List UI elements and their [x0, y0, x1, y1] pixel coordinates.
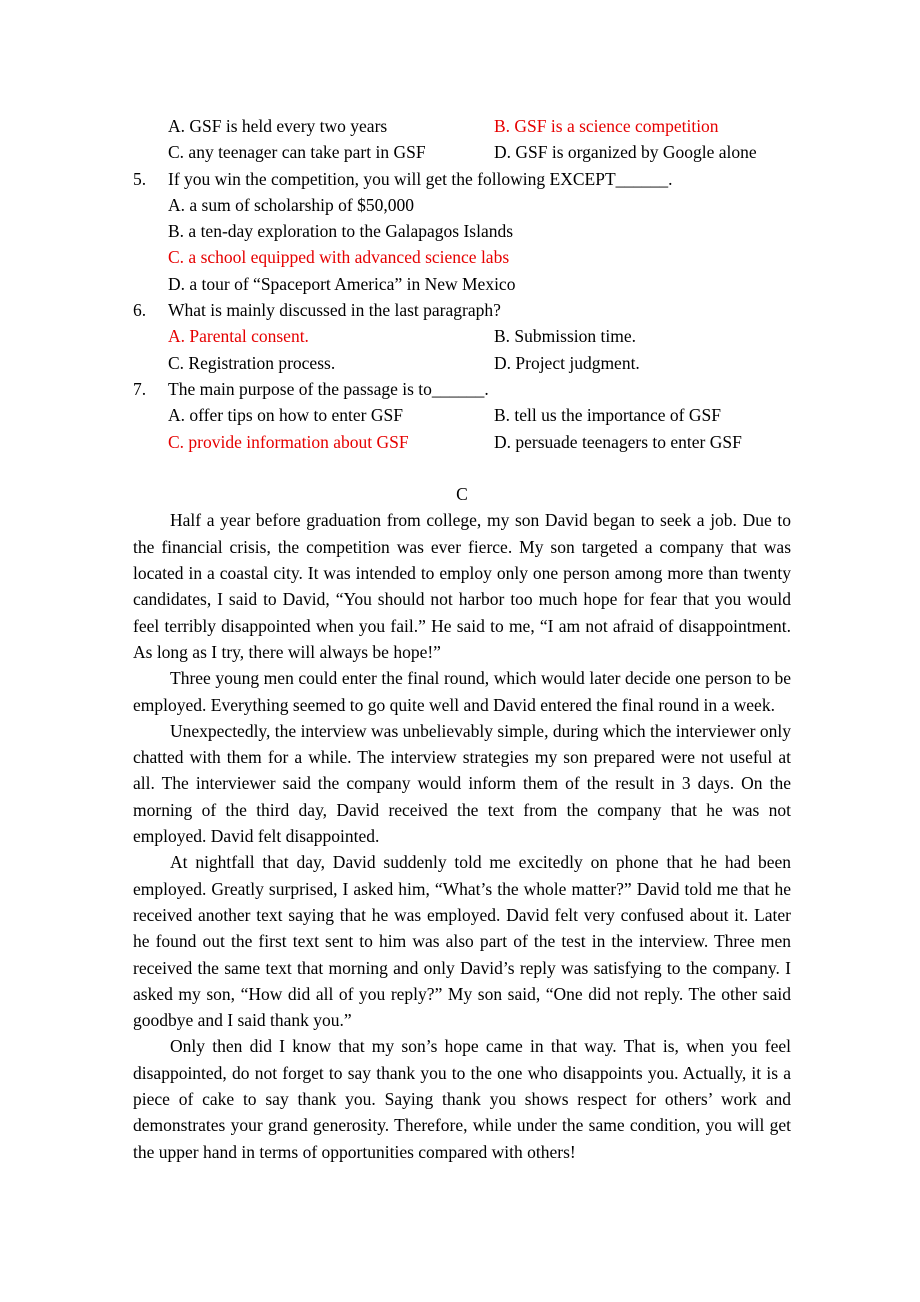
question-4-option-c: C. any teenager can take part in GSF: [168, 142, 426, 163]
question-4-options-row-ab: [133, 113, 791, 139]
question-6-stem-row: [133, 297, 791, 323]
question-7-options-row-cd: [133, 429, 791, 455]
question-4-option-d: D. GSF is organized by Google alone: [494, 142, 757, 163]
passage-paragraph-5: Only then did I know that my son’s hope came in that way. That is, when you feel disappointed, do not forget to say thank you to the one who disappoints you. Actually, it is a piece of cake to say thank you. Saying thank you shows respect for others’ work and demonstrates your grand generosity. Therefore, while under the same condition, you will get the upper hand in terms of opportunities compared with others!: [133, 1036, 791, 1162]
question-5-number: 5.: [133, 168, 147, 189]
question-7-stem: The main purpose of the passage is to______.: [168, 378, 489, 399]
question-7-number: 7.: [133, 378, 147, 399]
question-5-option-a: A. a sum of scholarship of $50,000: [168, 194, 414, 215]
question-6-option-b: B. Submission time.: [494, 326, 636, 347]
passage-paragraph-1: Half a year before graduation from college, my son David began to seek a job. Due to the financial crisis, the competition was ever fierce. My son targeted a company that was located in a coastal city. It was intended to employ only one person among more than twenty candidates, I said to David, “You should not harbor too much hope for fear that you would feel terribly disappointed when you fail.” He said to me, “I am not afraid of disappointment. As long as I try, there will always be hope!”: [133, 510, 791, 662]
question-5-option-b: B. a ten-day exploration to the Galapagos Islands: [168, 221, 514, 242]
passage-paragraph-2: Three young men could enter the final round, which would later decide one person to be employed. Everything seemed to go quite well and David entered the final round in a week.: [133, 668, 791, 715]
question-7-option-c-highlighted: C. provide information about GSF: [168, 431, 409, 452]
question-4-option-a: A. GSF is held every two years: [168, 116, 388, 136]
passage-paragraph-3: Unexpectedly, the interview was unbelievably simple, during which the interviewer only chatted with them for a while. The interview strategies my son prepared were not useful at all. The interviewer said the company would inform them of the result in 3 days. On the morning of the third day, David received the text from the company that he was not employed. David felt disappointed.: [133, 720, 791, 847]
question-6-options-row-cd: [133, 350, 791, 376]
question-6-stem: What is mainly discussed in the last paragraph?: [168, 300, 501, 321]
question-4-options-row-cd: [133, 139, 791, 165]
passage-title: C: [456, 484, 468, 505]
page-content: [133, 113, 791, 1165]
passage-paragraph-4: At nightfall that day, David suddenly told me excitedly on phone that he had been employed. Greatly surprised, I asked him, “What’s the whole matter?” David told me that he received another text saying that he was employed. David felt very confused about it. Later he found out the first text sent to him was also part of the test in the interview. Three men received the same text that morning and only David’s reply was satisfying to the company. I asked my son, “How did all of you reply?” My son said, “One did not reply. The other said goodbye and I said thank you.”: [133, 852, 791, 1031]
question-5-option-c-highlighted: C. a school equipped with advanced science labs: [168, 247, 510, 268]
question-6-option-d: D. Project judgment.: [494, 352, 640, 373]
question-7-option-b: B. tell us the importance of GSF: [494, 405, 721, 426]
question-6-number: 6.: [133, 300, 147, 321]
question-6-option-a-highlighted: A. Parental consent.: [168, 326, 309, 347]
question-4-option-b-highlighted: B. GSF is a science competition: [494, 116, 719, 136]
question-5-stem-row: [133, 166, 791, 192]
question-6-option-c: C. Registration process.: [168, 352, 336, 373]
question-5-option-d: D. a tour of “Spaceport America” in New Mexico: [168, 273, 516, 294]
question-7-options-row-ab: [133, 402, 791, 428]
question-7-stem-row: [133, 376, 791, 402]
question-7-option-d: D. persuade teenagers to enter GSF: [494, 431, 742, 452]
question-7-option-a: A. offer tips on how to enter GSF: [168, 405, 403, 426]
passage-body: [133, 507, 791, 1164]
question-6-options-row-ab: [133, 323, 791, 349]
question-5-stem: If you win the competition, you will get the following EXCEPT______.: [168, 168, 673, 189]
